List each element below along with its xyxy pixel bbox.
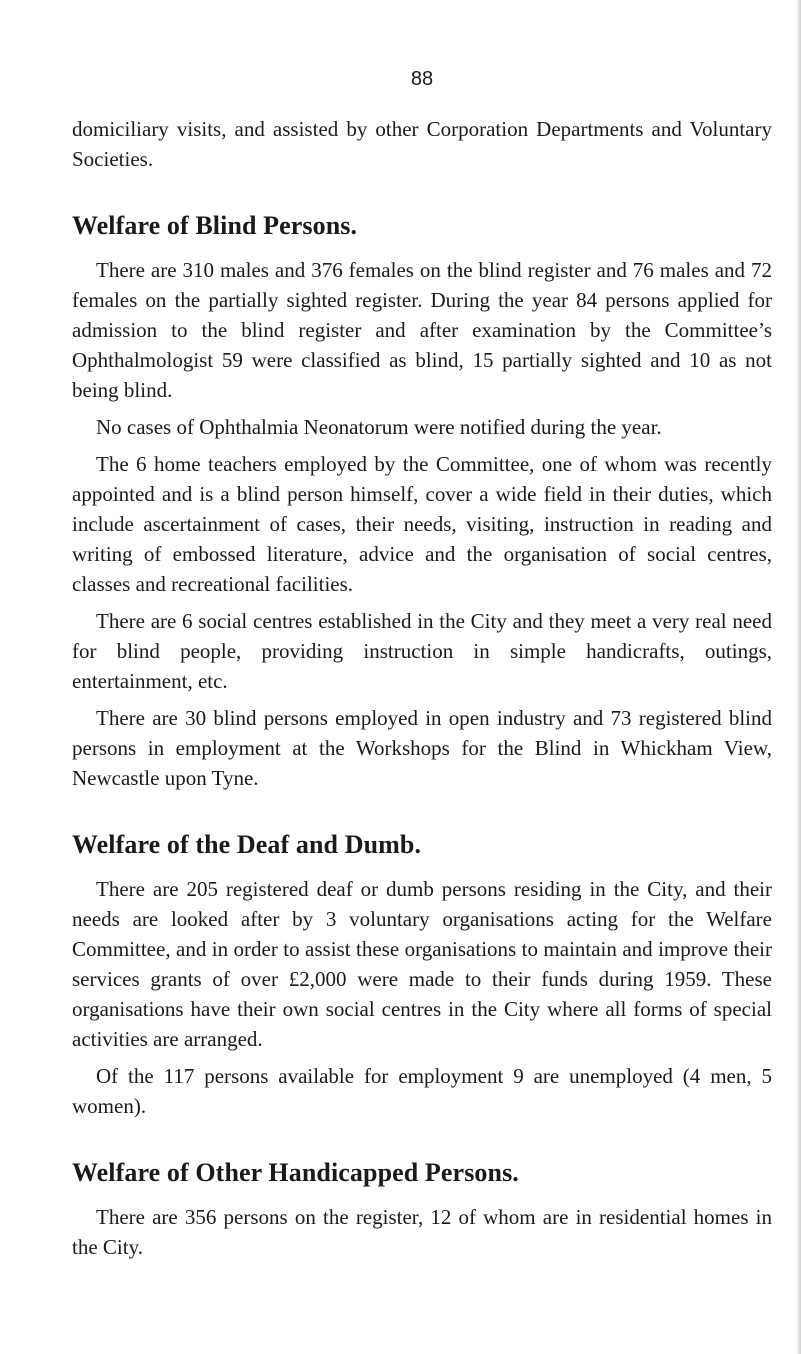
other-handicapped-paragraph-1: There are 356 persons on the register, 12 of whom are in residential homes in the City. bbox=[72, 1205, 772, 1259]
page-edge-shadow bbox=[796, 0, 801, 1354]
deaf-paragraph-2: Of the 117 persons available for employment 9 are unemployed (4 men, 5 women). bbox=[72, 1064, 772, 1118]
blind-paragraph-2: No cases of Ophthalmia Neonatorum were notified during the year. bbox=[96, 415, 662, 439]
deaf-paragraph-1: There are 205 registered deaf or dumb persons residing in the City, and their needs are looked after by 3 voluntary organisations acting for the Welfare Committee, and in order to assist these organisations to maintain and improve their services grants of over £2,000 were made to their funds during 1959. These organisations have their own social centres in the City where all forms of special activities are arranged. bbox=[72, 877, 772, 1051]
section-heading-other-handicapped: Welfare of Other Handicapped Persons. bbox=[72, 1158, 519, 1187]
blind-paragraph-4: There are 6 social centres established in the City and they meet a very real need for blind people, providing instruction in simple handicrafts, outings, entertainment, etc. bbox=[72, 609, 772, 693]
intro-paragraph: domiciliary visits, and assisted by other Corporation Departments and Voluntary Societies. bbox=[72, 117, 772, 171]
blind-paragraph-1: There are 310 males and 376 females on the blind register and 76 males and 72 females on the partially sighted register. During the year 84 persons applied for admission to the blind register and after examination by the Committee’s Ophthalmologist 59 were classified as blind, 15 partially sighted and 10 as not being blind. bbox=[72, 258, 772, 402]
section-heading-deaf: Welfare of the Deaf and Dumb. bbox=[72, 830, 422, 859]
page-number: 88 bbox=[410, 68, 434, 90]
section-heading-blind: Welfare of Blind Persons. bbox=[72, 211, 358, 240]
blind-paragraph-5: There are 30 blind persons employed in open industry and 73 registered blind persons in employment at the Workshops for the Blind in Whickham View, Newcastle upon Tyne. bbox=[72, 706, 772, 790]
blind-paragraph-3: The 6 home teachers employed by the Committee, one of whom was recently appointed and is a blind person himself, cover a wide field in their duties, which include ascertainment of cases, their needs, visiting, instruction in reading and writing of embossed literature, advice and the organisation of social centres, classes and recreational facilities. bbox=[72, 452, 772, 596]
document-body bbox=[72, 114, 772, 1262]
